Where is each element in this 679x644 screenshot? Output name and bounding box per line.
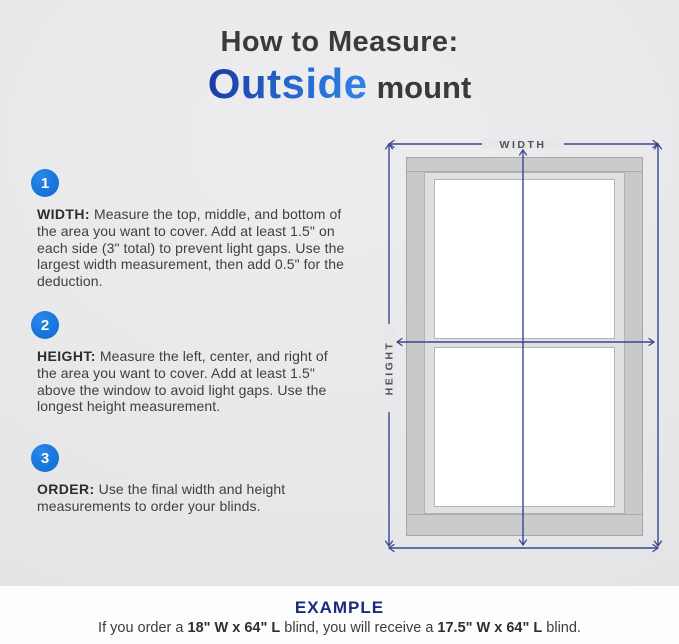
width-label: WIDTH (499, 139, 547, 151)
step-order (31, 444, 376, 515)
page-title (0, 26, 679, 108)
example-suffix: blind. (546, 620, 581, 636)
step-3-text (37, 481, 345, 515)
title-suffix: mount (376, 70, 472, 105)
step-1-badge: 1 (31, 169, 59, 197)
title-line-1: How to Measure: (220, 26, 459, 58)
step-width (31, 169, 376, 290)
step-1-label: WIDTH: (37, 206, 90, 222)
example-received-size: 17.5" W x 64" L (437, 620, 543, 636)
example-middle: blind, you will receive a (284, 620, 434, 636)
title-highlight: Outside (207, 60, 368, 107)
step-3-body: Use the final width and height measurements to order your blinds. (37, 481, 286, 514)
step-3-badge: 3 (31, 444, 59, 472)
measurement-diagram (375, 130, 675, 570)
height-label: HEIGHT (383, 340, 396, 396)
step-2-badge: 2 (31, 311, 59, 339)
step-1-text (37, 206, 345, 290)
measurement-arrows (375, 130, 675, 570)
step-height (31, 311, 376, 415)
step-3-label: ORDER: (37, 481, 95, 497)
example-body (0, 620, 679, 636)
example-section (0, 586, 679, 644)
step-2-body: Measure the left, center, and right of the area you want to cover. Add at least 1.5" above the window to avoid light gaps. Use the longest height measurement. (37, 348, 328, 415)
title-line-2 (0, 60, 679, 108)
step-2-label: HEIGHT: (37, 348, 96, 364)
example-heading: EXAMPLE (294, 598, 385, 617)
step-2-text (37, 348, 345, 415)
example-ordered-size: 18" W x 64" L (187, 620, 281, 636)
example-prefix: If you order a (98, 620, 184, 636)
step-1-body: Measure the top, middle, and bottom of the area you want to cover. Add at least 1.5" on each side (3" total) to prevent light gaps. Use the largest width measurement, then add 0.5" for the deduction. (37, 206, 345, 290)
